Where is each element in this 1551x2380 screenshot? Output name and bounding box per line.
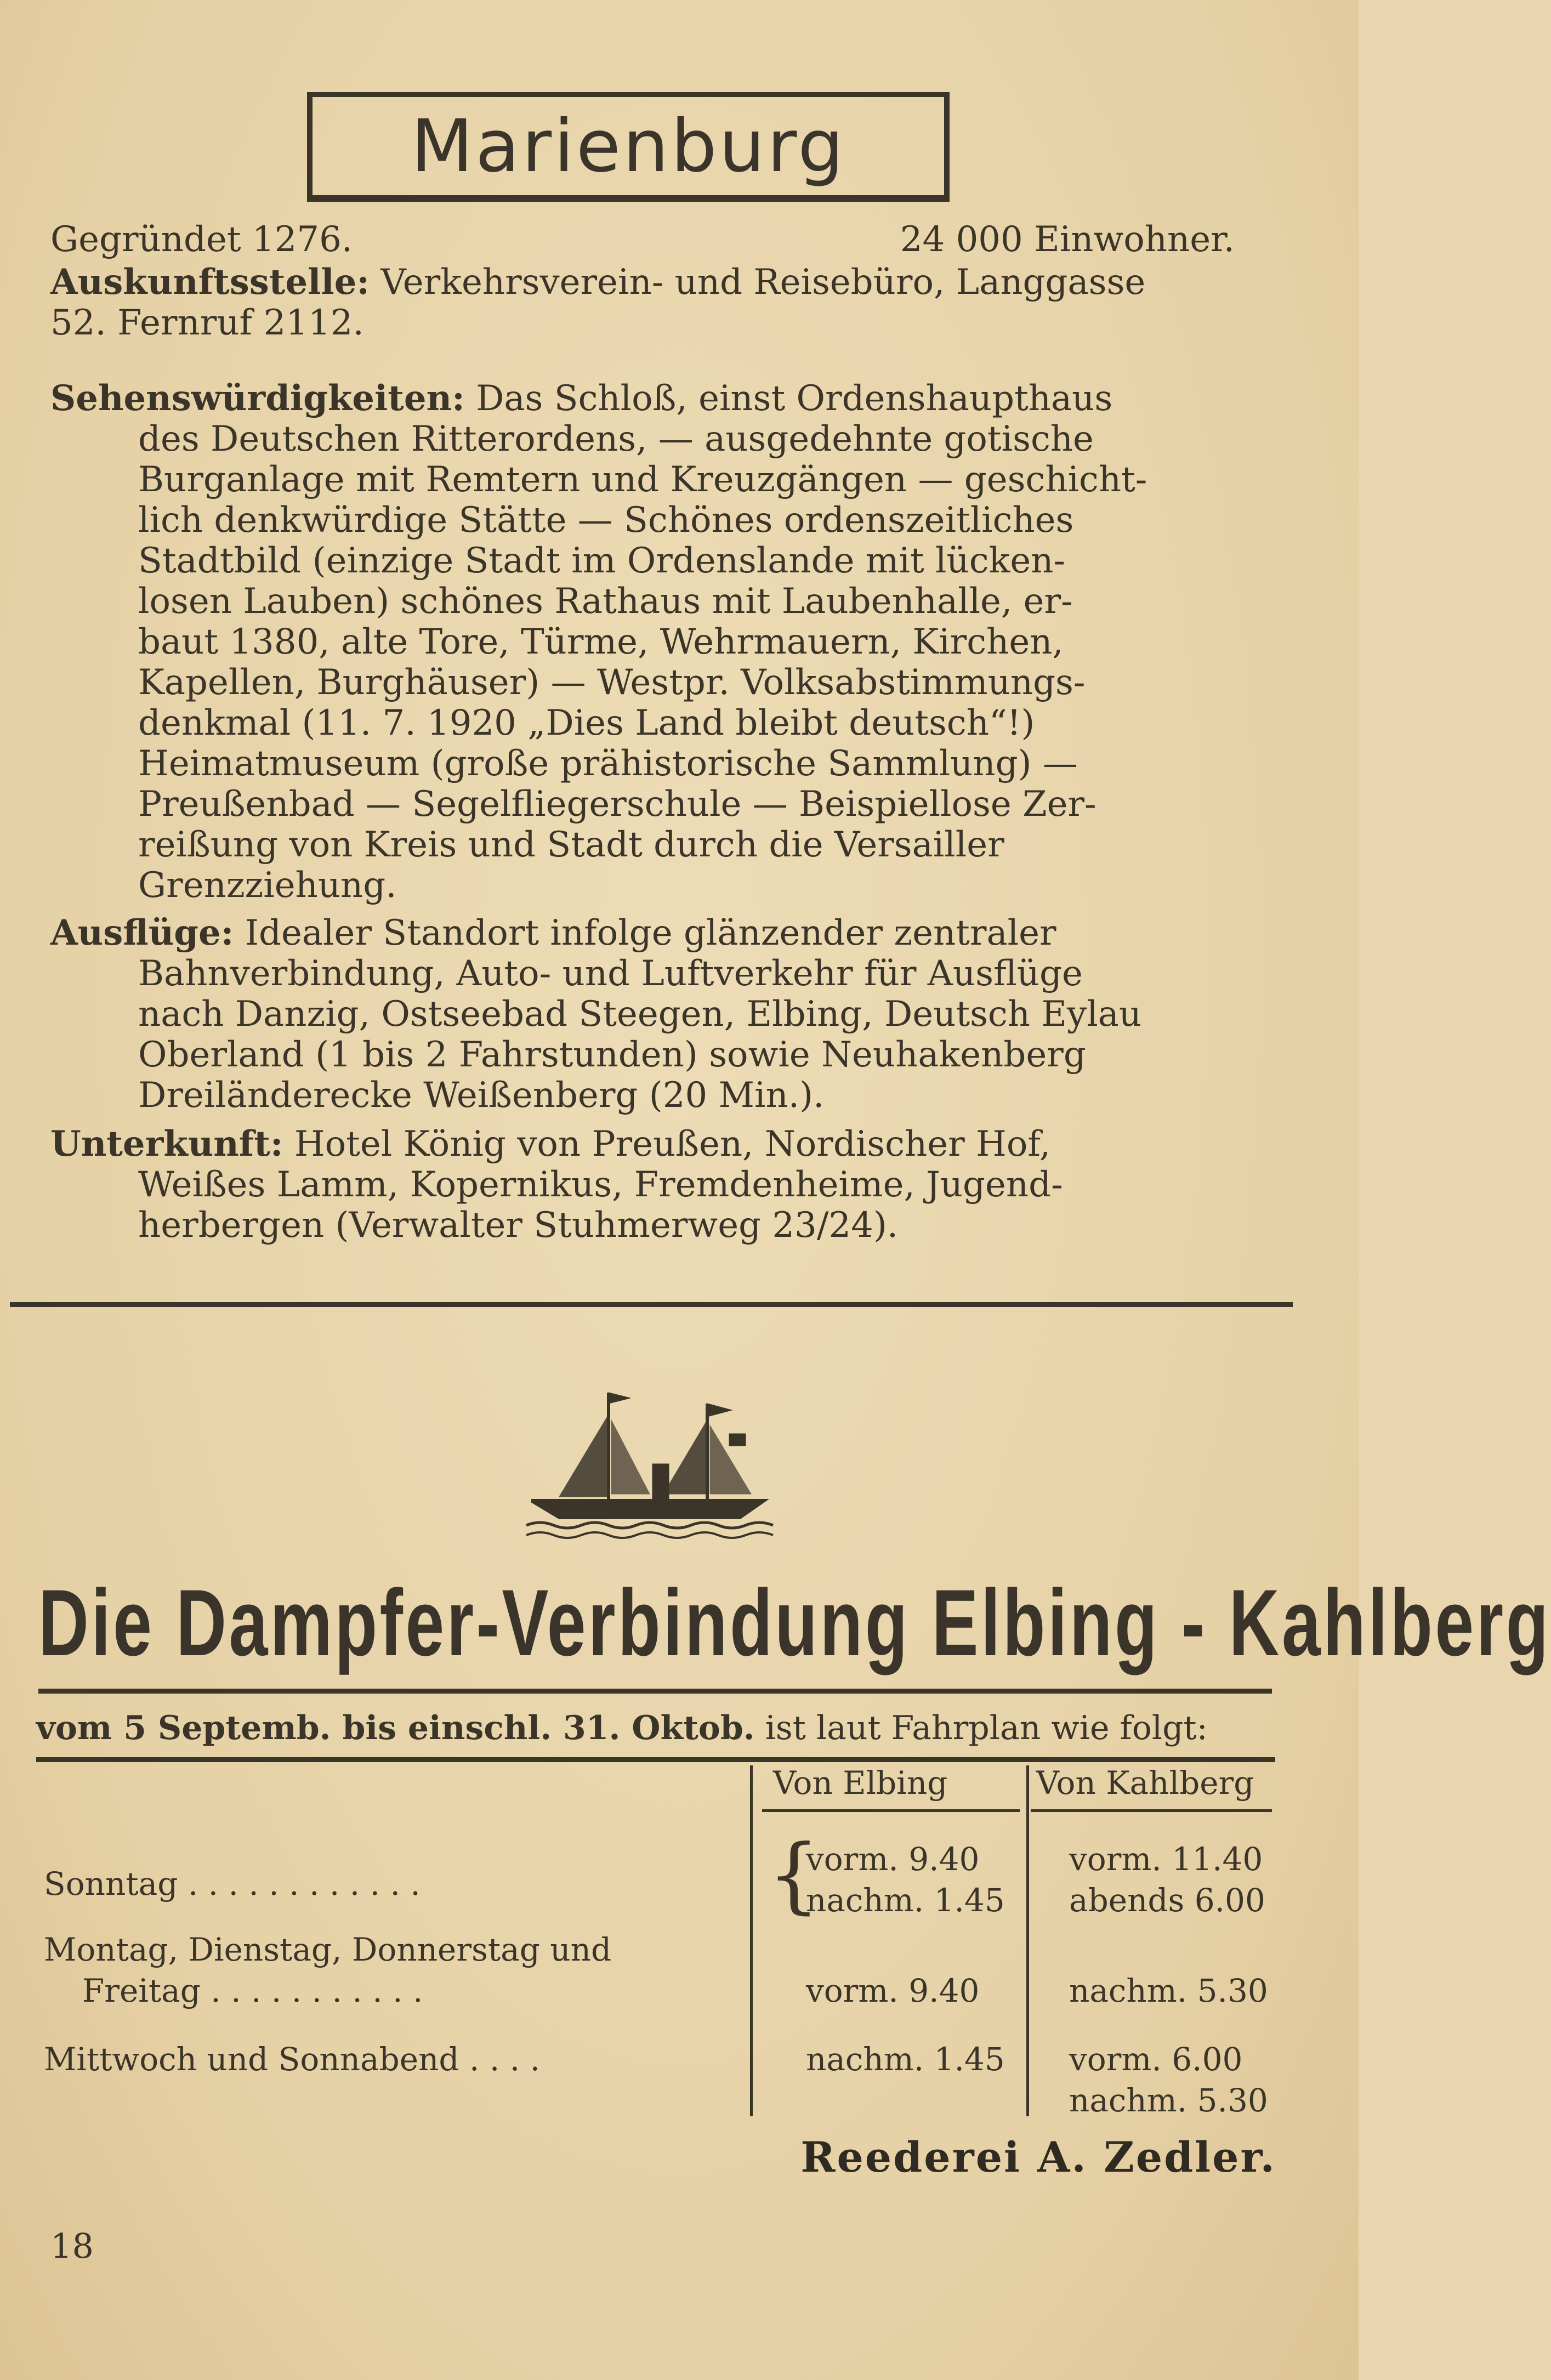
kahlberg-time: nachm. 5.30 (1069, 2082, 1268, 2119)
sights-line: reißung von Kreis und Stadt durch die Versailler (138, 825, 1004, 865)
sights-label: Sehenswürdigkeiten: (50, 378, 465, 419)
elbing-time: vorm. 9.40 (806, 1841, 980, 1878)
trips-section (50, 913, 1235, 1116)
lodging-line: Weißes Lamm, Kopernikus, Fremdenheime, Jugend- (138, 1165, 1063, 1205)
lodging-label: Unterkunft: (50, 1123, 283, 1165)
page-title: Marienburg (411, 104, 846, 189)
validity-bold: vom 5 Septemb. bis einschl. 31. Oktob. (36, 1709, 755, 1747)
row-day-label: Sonntag . . . . . . . . . . . . (44, 1865, 421, 1902)
info-text-line2: 52. Fernruf 2112. (50, 303, 364, 343)
title-box (307, 92, 950, 202)
sights-line: denkmal (11. 7. 1920 „Dies Land bleibt deutsch“!) (138, 703, 1035, 743)
table-column-divider (1026, 1765, 1029, 2116)
row-day-label: Mittwoch und Sonnabend . . . . (44, 2041, 541, 2078)
sights-line: Das Schloß, einst Ordenshaupthaus (476, 378, 1113, 419)
sights-line: Stadtbild (einzige Stadt im Ordenslande mit lücken- (138, 541, 1066, 581)
lodging-line: Hotel König von Preußen, Nordischer Hof, (294, 1124, 1051, 1165)
sights-line: baut 1380, alte Tore, Türme, Wehrmauern, Kirchen, (138, 622, 1064, 662)
row-day-label: Montag, Dienstag, Donnerstag und (44, 1931, 612, 1968)
info-section (50, 262, 1235, 343)
brace-symbol: { (768, 1827, 820, 1923)
steamer-ship-icon (526, 1382, 773, 1541)
lodging-line: herbergen (Verwalter Stuhmerweg 23/24). (138, 1205, 899, 1246)
elbing-time: nachm. 1.45 (806, 1882, 1005, 1919)
validity-rest: ist laut Fahrplan wie folgt: (765, 1709, 1208, 1747)
info-label: Auskunftsstelle: (50, 262, 370, 303)
sights-line: Burganlage mit Remtern und Kreuzgängen — geschicht- (138, 459, 1147, 500)
sights-line: des Deutschen Ritterordens, — ausgedehnte gotische (138, 419, 1094, 459)
sights-line: Grenzziehung. (138, 865, 397, 906)
row-day-label: Freitag . . . . . . . . . . . (82, 1972, 423, 2009)
trips-line: Idealer Standort infolge glänzender zentraler (245, 913, 1056, 953)
trips-line: Bahnverbindung, Auto- und Luftverkehr für Ausflüge (138, 953, 1083, 994)
section-divider (10, 1302, 1293, 1307)
header-rule-right (1031, 1809, 1272, 1812)
founded-row (50, 219, 1235, 260)
kahlberg-time: abends 6.00 (1069, 1882, 1265, 1919)
sights-line: lich denkwürdige Stätte — Schönes ordenszeitliches (138, 500, 1074, 541)
col-header-kahlberg: Von Kahlberg (1036, 1764, 1254, 1802)
trips-line: Dreiländerecke Weißenberg (20 Min.). (138, 1075, 825, 1116)
sights-line: Heimatmuseum (große prähistorische Sammlung) — (138, 743, 1078, 784)
kahlberg-time: vorm. 11.40 (1069, 1841, 1263, 1878)
trips-line: Oberland (1 bis 2 Fahrstunden) sowie Neuhakenberg (138, 1035, 1086, 1075)
header-rule-left (762, 1809, 1020, 1812)
sights-line: Kapellen, Burghäuser) — Westpr. Volksabstimmungs- (138, 662, 1086, 703)
trips-label: Ausflüge: (50, 912, 234, 953)
table-column-divider (750, 1765, 753, 2116)
headline-underline (38, 1689, 1272, 1694)
info-text-line1: Verkehrsverein- und Reisebüro, Langgasse (380, 262, 1146, 303)
kahlberg-time: nachm. 5.30 (1069, 1972, 1268, 2009)
col-header-elbing: Von Elbing (773, 1764, 948, 1802)
sights-section (50, 378, 1235, 906)
trips-line: nach Danzig, Ostseebad Steegen, Elbing, Deutsch Eylau (138, 994, 1142, 1035)
validity-line (36, 1706, 1275, 1750)
founded-text: Gegründet 1276. (50, 219, 353, 260)
sights-line: losen Lauben) schönes Rathaus mit Laubenhalle, er- (138, 581, 1073, 622)
kahlberg-time: vorm. 6.00 (1069, 2041, 1243, 2078)
company-signature: Reederei A. Zedler. (800, 2133, 1276, 2182)
lodging-section (50, 1124, 1235, 1246)
elbing-time: nachm. 1.45 (806, 2041, 1005, 2078)
sights-line: Preußenbad — Segelfliegerschule — Beispiellose Zer- (138, 784, 1097, 825)
population-text: 24 000 Einwohner. (900, 219, 1235, 260)
page-number: 18 (50, 2226, 94, 2266)
ferry-headline: Die Dampfer-Verbindung Elbing - Kahlberg (38, 1570, 1551, 1675)
elbing-time: vorm. 9.40 (806, 1972, 980, 2009)
